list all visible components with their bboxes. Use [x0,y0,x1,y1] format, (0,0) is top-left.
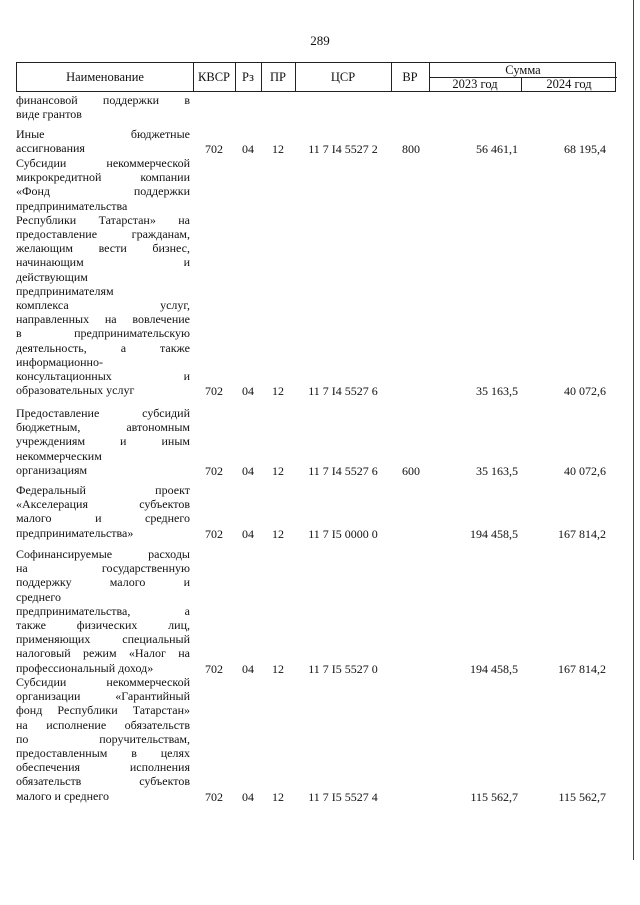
row-rz: 04 [242,789,254,804]
row-kvsr: 702 [205,526,223,541]
row-name-line: в предпринимательскую [16,326,190,341]
row-name-line: направленных на вовлечение [16,312,190,327]
row-name-line: виде грантов [16,107,82,122]
row-name-line: предоставление гражданам, [16,227,190,242]
row-s2023: 194 458,5 [470,661,518,676]
row-name-line: профессиональный доход» [16,660,154,675]
header-2023: 2023 год [452,77,498,91]
row-s2023: 56 461,1 [476,142,518,157]
row-s2023: 115 562,7 [470,789,518,804]
row-vr: 800 [402,142,420,157]
row-name-line: образовательных услуг [16,383,135,398]
row-s2024: 167 814,2 [558,661,606,676]
row-kvsr: 702 [205,463,223,478]
row-name-line: Федеральный проект [16,483,190,497]
row-s2024: 40 072,6 [564,384,606,399]
row-pr: 12 [272,661,284,676]
row-name-line: налоговый режим «Налог на [16,646,190,661]
row-s2024: 115 562,7 [558,789,606,804]
row-vr: 600 [402,463,420,478]
row-name-line: некоммерческим [16,448,102,463]
row-name-line: предоставленным в целях [16,746,190,761]
row-name-line: Республики Татарстан» на [16,212,190,227]
row-kvsr: 702 [205,661,223,676]
row-csr: 11 7 I4 5527 6 [308,384,378,399]
row-s2024: 167 814,2 [558,526,606,541]
row-name-line: фонд Республики Татарстан» [16,703,190,718]
row-name-line: организациям [16,462,88,477]
row-name-line: обязательств субъектов [16,774,190,789]
row-name-line: бюджетным, автономным [16,420,190,435]
row-name-line: консультационных и [16,369,190,384]
header-csr: ЦСР [330,69,356,84]
row-name-line: «Акселерация субъектов [16,497,190,512]
row-name-line: комплекса услуг, [16,298,190,313]
row-name [16,483,190,540]
row-pr: 12 [272,463,284,478]
row-name-line: малого и среднего [16,788,109,803]
row-name [16,547,190,675]
page-number: 289 [310,33,330,48]
row-kvsr: 702 [205,142,223,157]
row-s2023: 35 163,5 [476,384,518,399]
row-name-line: организации «Гарантийный [16,689,190,704]
row-name-line: среднего [16,589,61,604]
row-name-line: начинающим и [16,255,190,270]
header-2024: 2024 год [546,77,592,91]
row-name-line: предпринимательства [16,198,128,213]
row-name [16,127,190,155]
row-csr: 11 7 I5 0000 0 [308,526,378,541]
row-kvsr: 702 [205,384,223,399]
table-header [16,62,616,92]
row-pr: 12 [272,789,284,804]
page-edge-line [633,0,634,860]
row-name-line: микрокредитной компании [16,170,190,185]
row-pr: 12 [272,526,284,541]
header-sum: Сумма [505,63,541,77]
row-rz: 04 [242,384,254,399]
header-vr: ВР [402,69,418,84]
row-csr: 11 7 I4 5527 2 [308,142,378,157]
row-name-line: Иные бюджетные [16,127,190,141]
row-name-line: учреждениям и иным [16,434,190,449]
row-name-line: Предоставление субсидий [16,406,190,420]
row-name-line: «Фонд поддержки [16,184,190,199]
row-pr: 12 [272,384,284,399]
row-s2024: 40 072,6 [564,463,606,478]
row-name-line: применяющих специальный [16,632,190,647]
row-name-line: финансовой поддержки в [16,93,190,107]
row-csr: 11 7 I4 5527 6 [308,463,378,478]
row-name-line: малого и среднего [16,511,190,526]
row-name-line: Субсидии некоммерческой [16,675,190,689]
row-s2024: 68 195,4 [564,142,606,157]
header-pr: ПР [270,69,286,84]
row-name-line: обеспечения исполнения [16,760,190,775]
row-name-line: желающим вести бизнес, [16,241,190,256]
row-s2023: 35 163,5 [476,463,518,478]
row-rz: 04 [242,661,254,676]
row-csr: 11 7 I5 5527 0 [308,661,378,676]
row-rz: 04 [242,142,254,157]
row-name-line: предпринимателям [16,283,114,298]
header-kvsr: КВСР [198,69,230,84]
row-name-line: по поручительствам, [16,731,190,746]
row-name-line: также физических лиц, [16,618,190,633]
row-name-line: ассигнования [16,141,85,156]
row-name [16,93,190,121]
row-name-line: Софинансируемые расходы [16,547,190,561]
row-pr: 12 [272,142,284,157]
row-name-line: предпринимательства, а [16,603,190,618]
row-name-line: информационно- [16,354,103,369]
row-csr: 11 7 I5 5527 4 [308,789,378,804]
row-s2023: 194 458,5 [470,526,518,541]
row-name-line: на исполнение обязательств [16,717,190,732]
row-name-line: Субсидии некоммерческой [16,156,190,170]
row-kvsr: 702 [205,789,223,804]
row-name-line: действующим [16,269,88,284]
row-name-line: предпринимательства» [16,525,134,540]
row-name [16,675,190,803]
row-name [16,406,190,477]
row-rz: 04 [242,526,254,541]
header-name: Наименование [66,69,144,84]
row-rz: 04 [242,463,254,478]
row-name-line: деятельность, а также [16,340,190,355]
row-name-line: поддержку малого и [16,575,190,590]
header-rz: Рз [242,69,254,84]
row-name-line: на государственную [16,561,190,576]
row-name [16,156,190,397]
